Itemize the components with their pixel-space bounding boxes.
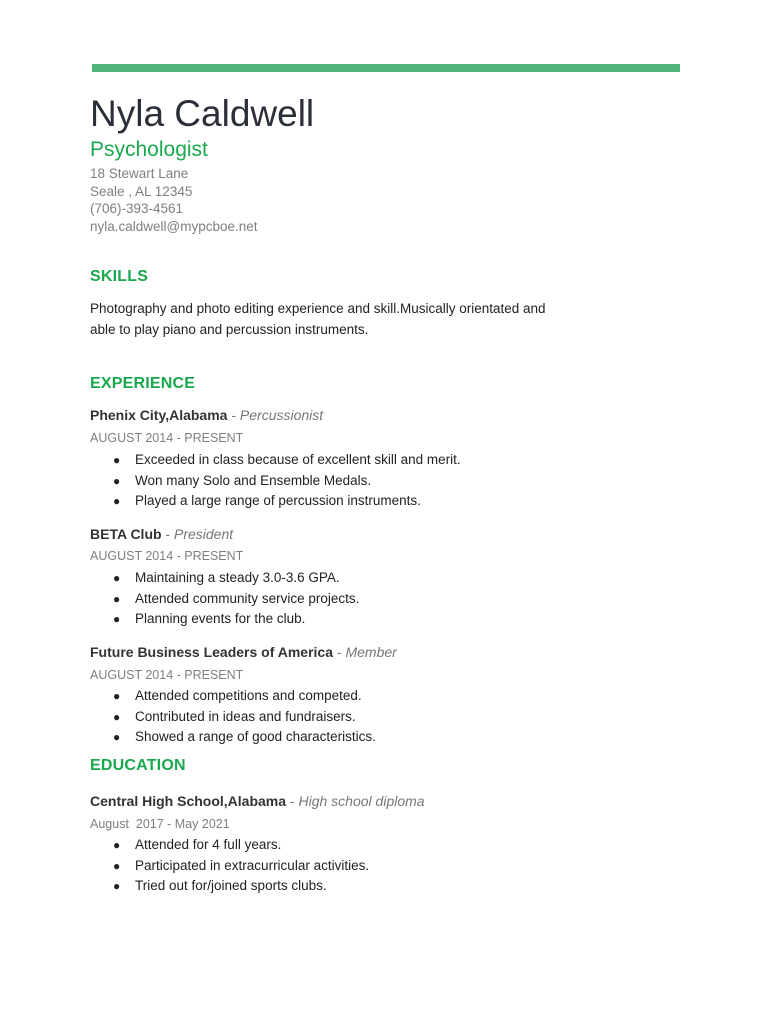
bullet-icon: ●: [113, 612, 121, 627]
list-item-text: Played a large range of percussion instruments.: [135, 493, 421, 509]
experience-dates: AUGUST 2014 - PRESENT: [90, 431, 244, 445]
list-item-text: Attended community service projects.: [135, 590, 360, 606]
education-degree: High school diploma: [298, 793, 425, 809]
education-entry-1-list: [90, 835, 369, 897]
list-item: [90, 471, 461, 492]
bullet-icon: ●: [113, 473, 121, 488]
list-item: [90, 707, 376, 728]
skills-heading: SKILLS: [90, 268, 149, 285]
experience-entry-2-title: [90, 526, 233, 542]
experience-dates: AUGUST 2014 - PRESENT: [90, 668, 244, 682]
skills-text: Photography and photo editing experience and skill.Musically orientated and able to play piano and percussion instruments.: [90, 301, 546, 337]
experience-entry-3-title: [90, 644, 397, 660]
list-item: [90, 856, 369, 877]
bullet-icon: ●: [113, 591, 121, 606]
experience-org: Future Business Leaders of America: [90, 644, 334, 660]
education-dates: August 2017 - May 2021: [90, 817, 230, 831]
list-item: [90, 491, 461, 512]
list-item: [90, 686, 376, 707]
list-item-text: Tried out for/joined sports clubs.: [135, 878, 327, 894]
contact-block: [90, 165, 258, 235]
experience-org: Phenix City,Alabama: [90, 407, 228, 423]
bullet-icon: ●: [113, 689, 121, 703]
title-separator: -: [333, 644, 346, 660]
list-item-text: Showed a range of good characteristics.: [135, 729, 376, 745]
phone-number: (706)-393-4561: [90, 201, 184, 217]
address-line-2: Seale , AL 12345: [90, 183, 193, 199]
list-item-text: Contributed in ideas and fundraisers.: [135, 708, 356, 724]
candidate-name: Nyla Caldwell: [90, 93, 315, 134]
experience-dates: AUGUST 2014 - PRESENT: [90, 549, 244, 563]
header-accent-bar: [92, 64, 680, 72]
experience-entry-1-title: [90, 407, 323, 423]
bullet-icon: ●: [113, 730, 121, 745]
title-separator: -: [161, 526, 174, 542]
bullet-icon: ●: [113, 879, 121, 894]
experience-position: President: [174, 526, 234, 542]
experience-position: Percussionist: [239, 407, 324, 423]
list-item-text: Attended competitions and competed.: [135, 688, 362, 703]
experience-org: BETA Club: [90, 526, 162, 542]
list-item: [90, 727, 376, 748]
list-item: [90, 609, 359, 630]
experience-entry-3-list: [90, 686, 376, 748]
experience-entry-1-list: [90, 450, 461, 512]
title-separator: -: [227, 407, 240, 423]
candidate-title: Psychologist: [90, 138, 208, 161]
list-item-text: Attended for 4 full years.: [135, 837, 282, 852]
education-heading: EDUCATION: [90, 757, 186, 774]
education-org: Central High School,Alabama: [90, 793, 287, 809]
bullet-icon: ●: [113, 858, 121, 873]
list-item-text: Participated in extracurricular activities.: [135, 857, 370, 873]
list-item: [90, 835, 369, 856]
bullet-icon: ●: [113, 571, 121, 585]
list-item: [90, 568, 359, 589]
list-item: [90, 589, 359, 610]
list-item-text: Planning events for the club.: [135, 611, 306, 627]
list-item-text: Maintaining a steady 3.0-3.6 GPA.: [135, 570, 340, 585]
bullet-icon: ●: [113, 453, 121, 467]
bullet-icon: ●: [113, 494, 121, 509]
experience-position: Member: [345, 644, 397, 660]
bullet-icon: ●: [113, 709, 121, 724]
address-line-1: 18 Stewart Lane: [90, 166, 189, 181]
title-separator: -: [286, 793, 299, 809]
experience-entry-2-list: [90, 568, 359, 630]
bullet-icon: ●: [113, 838, 121, 852]
list-item: [90, 450, 461, 471]
list-item-text: Won many Solo and Ensemble Medals.: [135, 472, 372, 488]
email-address: nyla.caldwell@mypcboe.net: [90, 218, 258, 234]
list-item: [90, 876, 369, 897]
list-item-text: Exceeded in class because of excellent skill and merit.: [135, 452, 461, 467]
experience-heading: EXPERIENCE: [90, 375, 196, 392]
education-entry-1-title: [90, 793, 425, 809]
